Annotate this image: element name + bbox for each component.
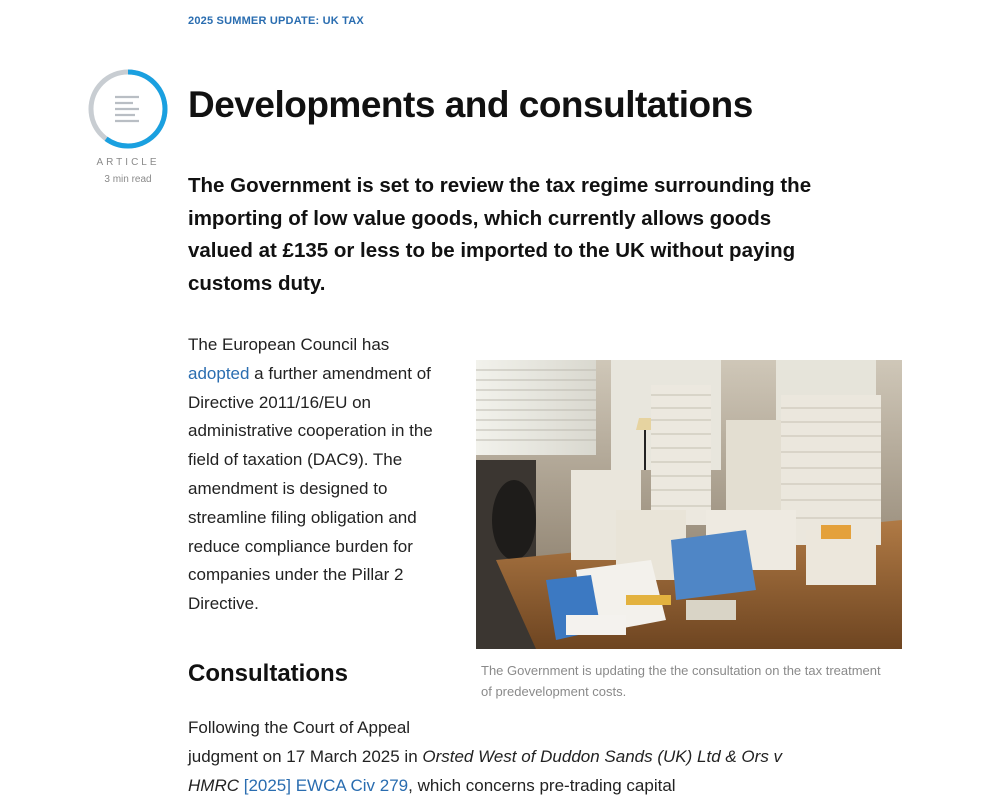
body-paragraph-1 xyxy=(188,331,450,619)
article-lede: The Government is set to review the tax regime surrounding the importing of low value goods, which currently allows goods valued at £135 or less to be imported to the UK without paying customs duty. xyxy=(188,174,812,295)
section-heading: Consultations xyxy=(188,660,348,687)
paragraph-text: a further amendment of Directive 2011/16/EU on administrative cooperation in the field of taxation (DAC9). The amendment is designed to streamline filing obligation and reduce compliance burden for companies under the Pillar 2 Directive. xyxy=(188,363,433,614)
content-type-label: ARTICLE xyxy=(96,157,160,168)
paragraph-text: , which concerns pre-trading capital xyxy=(408,775,676,795)
article-image xyxy=(476,360,902,649)
body-paragraph-2 xyxy=(188,714,828,800)
case-citation-link[interactable]: [2025] EWCA Civ 279 xyxy=(239,775,409,795)
document-lines-icon xyxy=(115,97,139,121)
page-title: Developments and consultations xyxy=(188,84,753,125)
paragraph-text: The European Council has xyxy=(188,335,390,354)
paper-stacks-photo xyxy=(476,360,902,649)
paragraph-text: Following the Court of Appeal xyxy=(188,718,411,737)
paragraph-text: judgment on 17 March 2025 in xyxy=(188,746,423,766)
case-name: Orsted West of Duddon Sands (UK) Ltd & Ors v HMRC xyxy=(188,746,783,795)
progress-ring xyxy=(87,68,169,150)
section-kicker[interactable]: 2025 SUMMER UPDATE: UK TAX xyxy=(188,15,364,27)
image-caption: The Government is updating the the consultation on the tax treatment of predevelopment costs. xyxy=(481,663,881,699)
read-time: 3 min read xyxy=(104,174,152,185)
adopted-link[interactable]: adopted xyxy=(188,363,250,383)
article-badge xyxy=(86,68,168,185)
